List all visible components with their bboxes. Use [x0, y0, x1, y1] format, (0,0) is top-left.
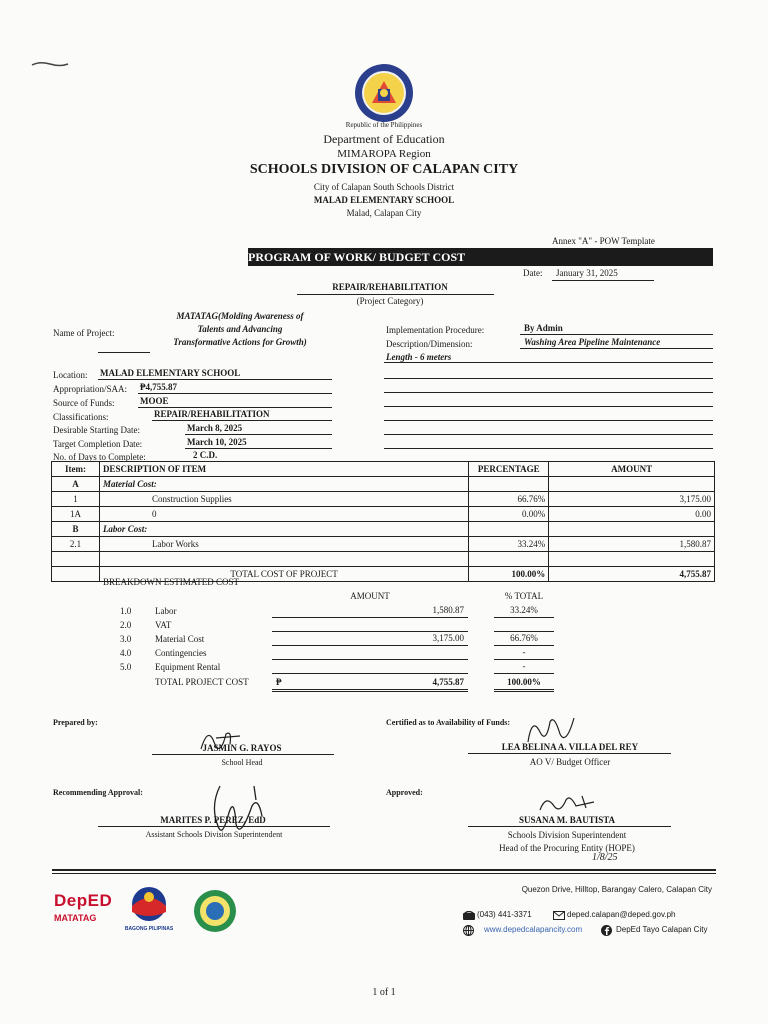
category-value: REPAIR/REHABILITATION [332, 282, 448, 292]
breakdown-pct: - [522, 661, 526, 671]
detail-label-start: Desirable Starting Date: [53, 425, 140, 435]
row-amt: 0.00 [549, 507, 715, 522]
annex-label: Annex "A" - POW Template [552, 236, 655, 246]
breakdown-no: 5.0 [120, 662, 132, 672]
header-region: MIMAROPA Region [337, 148, 431, 160]
title-banner-text: PROGRAM OF WORK/ BUDGET COST [248, 250, 466, 264]
total-amt: 4,755.87 [549, 567, 715, 582]
impl-label: Implementation Procedure: [386, 325, 485, 335]
cost-table [51, 461, 715, 582]
project-name-label: Name of Project: [53, 328, 115, 338]
table-header-row [52, 462, 715, 477]
row-item: 1A [52, 507, 100, 522]
category-caption: (Project Category) [356, 296, 424, 306]
breakdown-total-pct: 100.00% [507, 677, 541, 687]
approved-label: Approved: [386, 788, 423, 797]
breakdown-amount: 3,175.00 [432, 633, 464, 643]
header-school: MALAD ELEMENTARY SCHOOL [313, 195, 455, 205]
detail-label-funds: Source of Funds: [53, 398, 115, 408]
breakdown-no: 1.0 [120, 606, 132, 616]
breakdown-label: Contingencies [155, 648, 207, 658]
breakdown-no: 4.0 [120, 648, 132, 658]
row-amt: 1,580.87 [549, 537, 715, 552]
breakdown-pct: 33.24% [510, 605, 538, 615]
email-icon [553, 911, 565, 920]
breakdown-amount: 1,580.87 [432, 605, 464, 615]
total-pct: 100.00% [469, 567, 549, 582]
detail-value-days: 2 C.D. [193, 450, 218, 460]
impl-value: By Admin [524, 323, 563, 333]
detail-value-appropriation: ₱4,755.87 [140, 382, 177, 392]
footer-phone: (043) 441-3371 [477, 910, 532, 919]
globe-icon [463, 925, 474, 936]
breakdown-pct: - [522, 647, 526, 657]
header-desc: DESCRIPTION OF ITEM [99, 462, 468, 477]
division-seal-icon [192, 888, 238, 934]
row-item: B [52, 522, 100, 537]
prepared-label: Prepared by: [53, 718, 98, 727]
approved-title2: Head of the Procuring Entity (HOPE) [499, 843, 635, 853]
certified-title: AO V/ Budget Officer [529, 757, 611, 767]
desc-value: Washing Area Pipeline Maintenance [524, 337, 661, 347]
bagong-pilipinas-logo-icon [124, 884, 174, 924]
row-desc: Labor Cost: [99, 522, 468, 537]
page-number: 1 of 1 [372, 987, 396, 998]
row-amt [549, 552, 715, 567]
detail-value-target: March 10, 2025 [187, 437, 247, 447]
row-desc: Labor Works [99, 537, 468, 552]
project-name-line2: Talents and Advancing [197, 324, 283, 334]
length-value: Length - 6 meters [386, 352, 452, 362]
matatag-logo-text: MATATAG [54, 913, 97, 923]
breakdown-label: Material Cost [155, 634, 205, 644]
breakdown-label: Labor [155, 606, 177, 616]
header-district: City of Calapan South Schools District [313, 182, 455, 192]
table-row [52, 477, 715, 492]
detail-label-location: Location: [53, 370, 88, 380]
row-amt: 3,175.00 [549, 492, 715, 507]
approved-name: SUSANA M. BAUTISTA [518, 815, 616, 825]
header-dept: Department of Education [323, 132, 445, 146]
staple-mark [30, 58, 70, 70]
breakdown-pct: 66.76% [510, 633, 538, 643]
breakdown-pct-header: % TOTAL [504, 591, 544, 601]
detail-label-appropriation: Appropriation/SAA: [53, 384, 127, 394]
row-amt [549, 522, 715, 537]
deped-seal-icon [354, 63, 414, 123]
row-pct [469, 477, 549, 492]
recommending-title: Assistant Schools Division Superintendent [145, 830, 283, 839]
detail-label-days: No. of Days to Complete: [53, 452, 146, 462]
breakdown-title: BREAKDOWN ESTIMATED COST [103, 577, 239, 587]
breakdown-amount-header: AMOUNT [350, 591, 390, 601]
header-republic: Republic of the Philippines [345, 121, 423, 129]
deped-logo-text: DepED [54, 891, 113, 910]
row-desc: Material Cost: [99, 477, 468, 492]
row-desc [99, 552, 468, 567]
prepared-name: JASMIN G. RAYOS [202, 743, 282, 753]
detail-value-funds: MOOE [140, 396, 169, 406]
row-item: A [52, 477, 100, 492]
project-name-line1: MATATAG(Molding Awareness of [176, 311, 304, 321]
row-pct: 66.76% [469, 492, 549, 507]
detail-value-start: March 8, 2025 [187, 423, 243, 433]
recommending-label: Recommending Approval: [53, 788, 143, 797]
breakdown-no: 2.0 [120, 620, 132, 630]
row-desc: Construction Supplies [99, 492, 468, 507]
footer-address: Quezon Drive, Hilltop, Barangay Calero, Calapan City [521, 885, 712, 894]
breakdown-no: 3.0 [120, 634, 132, 644]
row-pct: 0.00% [469, 507, 549, 522]
detail-value-classification: REPAIR/REHABILITATION [154, 409, 270, 419]
footer-facebook[interactable]: DepEd Tayo Calapan City [616, 925, 708, 934]
total-label: TOTAL COST OF PROJECT [99, 567, 468, 582]
breakdown-total-currency: ₱ [276, 677, 282, 687]
detail-label-target: Target Completion Date: [53, 439, 143, 449]
breakdown-total-label: TOTAL PROJECT COST [155, 677, 249, 687]
date-value: January 31, 2025 [556, 268, 618, 278]
breakdown-total-amount: 4,755.87 [432, 677, 464, 687]
header-division: SCHOOLS DIVISION OF CALAPAN CITY [249, 162, 519, 177]
approved-title1: Schools Division Superintendent [507, 830, 627, 840]
breakdown-label: VAT [155, 620, 172, 630]
row-item [52, 552, 100, 567]
detail-value-location: MALAD ELEMENTARY SCHOOL [100, 368, 241, 378]
row-pct [469, 522, 549, 537]
header-item: Item: [52, 462, 100, 477]
footer-website[interactable]: www.depedcalapancity.com [484, 925, 583, 934]
header-pct: PERCENTAGE [469, 462, 549, 477]
table-row [52, 552, 715, 567]
phone-icon [463, 911, 475, 920]
recommending-name: MARITES P. PEREZ, EdD [160, 815, 266, 825]
approved-date: 1/8/25 [592, 852, 618, 863]
date-label: Date: [523, 268, 543, 278]
footer-email: deped.calapan@deped.gov.ph [567, 910, 676, 919]
facebook-icon [601, 925, 612, 936]
row-item: 2.1 [52, 537, 100, 552]
row-pct: 33.24% [469, 537, 549, 552]
detail-label-classification: Classifications: [53, 412, 109, 422]
row-desc: 0 [99, 507, 468, 522]
row-amt [549, 477, 715, 492]
table-row [52, 507, 715, 522]
header-address: Malad, Calapan City [346, 208, 422, 218]
row-pct [469, 552, 549, 567]
certified-name: LEA BELINA A. VILLA DEL REY [501, 742, 639, 752]
table-row [52, 492, 715, 507]
certified-label: Certified as to Availability of Funds: [386, 718, 511, 727]
desc-label: Description/Dimension: [386, 339, 473, 349]
prepared-title: School Head [221, 758, 263, 767]
table-row [52, 522, 715, 537]
breakdown-label: Equipment Rental [155, 662, 221, 672]
bagong-pilipinas-label: BAGONG PILIPINAS [124, 926, 174, 932]
table-row [52, 537, 715, 552]
row-item: 1 [52, 492, 100, 507]
header-amt: AMOUNT [549, 462, 715, 477]
title-banner [248, 248, 713, 266]
project-name-line3: Transformative Actions for Growth) [173, 337, 307, 347]
